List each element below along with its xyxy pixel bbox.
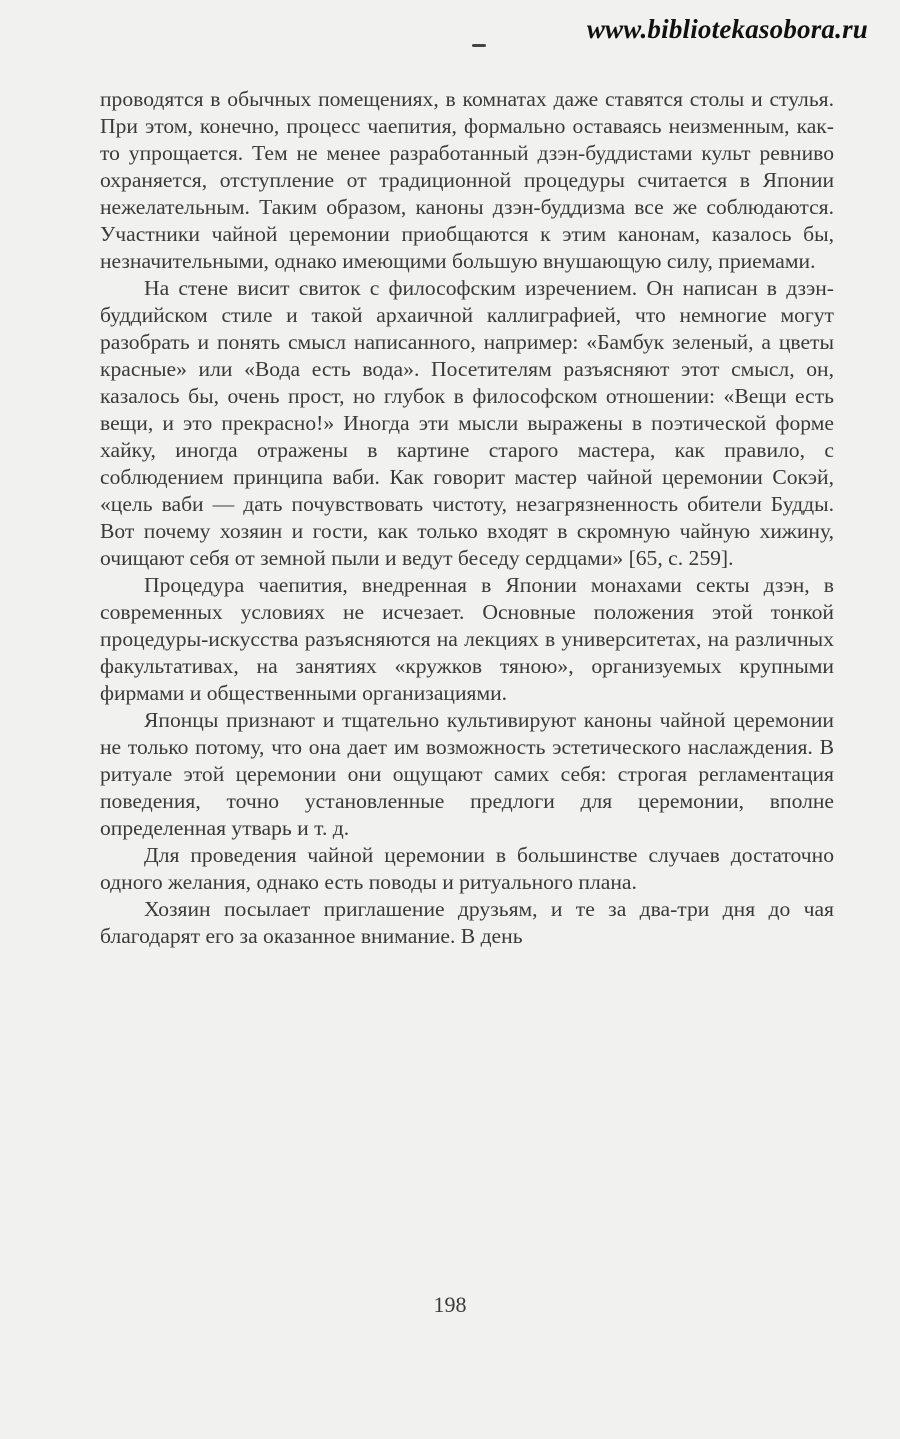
paragraph-6: Хозяин посылает приглашение друзьям, и те за два-три дня до чая благодарят его за оказанное внимание. В день bbox=[100, 897, 834, 948]
site-watermark: www.bibliotekasobora.ru bbox=[586, 14, 868, 44]
page-body-text bbox=[100, 86, 834, 950]
paragraph-3: Процедура чаепития, внедренная в Японии монахами секты дзэн, в современных условиях не исчезает. Основные положения этой тонкой процедуры-искусства разъясняются на лекциях в университетах, на различных факультативах, на занятиях «кружков тяною», организуемых крупными фирмами и общественными организациями. bbox=[100, 573, 834, 705]
paragraph-4: Японцы признают и тщательно культивируют каноны чайной церемонии не только потому, что она дает им возможность эстетического наслаждения. В ритуале этой церемонии они ощущают самих себя: строгая регламентация поведения, точно установленные предлоги для церемонии, вполне определенная утварь и т. д. bbox=[100, 708, 834, 840]
paragraph-2: На стене висит свиток с философским изречением. Он написан в дзэн-буддийском стиле и такой архаичной каллиграфией, что немногие могут разобрать и понять смысл написанного, например: «Бамбук зеленый, а цветы красные» или «Вода есть вода». Посетителям разъясняют этот смысл, он, казалось бы, очень прост, но глубок в философском отношении: «Вещи есть вещи, и это прекрасно!» Иногда эти мысли выражены в поэтической форме хайку, иногда отражены в картине старого мастера, как правило, с соблюдением принципа ваби. Как говорит мастер чайной церемонии Сокэй, «цель ваби — дать почувствовать чистоту, незагрязненность обители Будды. Вот почему хозяин и гости, как только входят в скромную чайную хижину, очищают себя от земной пыли и ведут беседу сердцами» [65, с. 259]. bbox=[100, 276, 834, 570]
page-number: 198 bbox=[433, 1292, 467, 1317]
print-mark bbox=[472, 44, 486, 47]
paragraph-1: проводятся в обычных помещениях, в комнатах даже ставятся столы и стулья. При этом, конечно, процесс чаепития, формально оставаясь неизменным, как-то упрощается. Тем не менее разработанный дзэн-буддистами культ ревниво охраняется, отступление от традиционной процедуры считается в Японии нежелательным. Таким образом, каноны дзэн-буддизма все же соблюдаются. Участники чайной церемонии приобщаются к этим канонам, казалось бы, незначительными, однако имеющими большую внушающую силу, приемами. bbox=[100, 87, 834, 273]
paragraph-5: Для проведения чайной церемонии в большинстве случаев достаточно одного желания, однако есть поводы и ритуального плана. bbox=[100, 843, 834, 894]
